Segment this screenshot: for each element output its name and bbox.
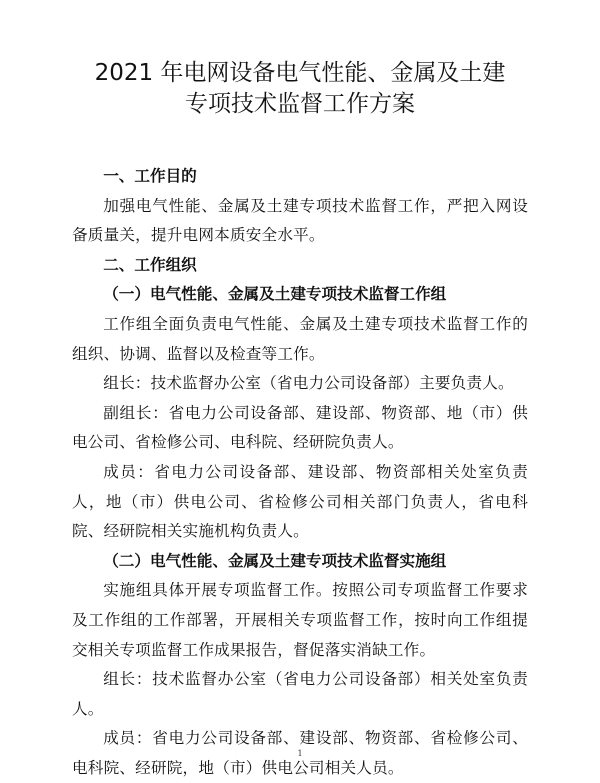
page-number: 1 — [297, 749, 303, 758]
title-line-2: 专项技术监督工作方案 — [185, 91, 415, 117]
paragraph-purpose: 加强电气性能、金属及土建专项技术监督工作，严把入网设备质量关，提升电网本质安全水平。 — [72, 196, 528, 245]
section-heading-purpose: 一、工作目的 — [103, 167, 197, 185]
paragraph-working-group-leader: 组长：技术监督办公室（省电力公司设备部）主要负责人。 — [103, 374, 514, 393]
title-line-1: 2021 年电网设备电气性能、金属及土建 — [94, 60, 506, 86]
paragraph-working-group-duty: 工作组全面负责电气性能、金属及土建专项技术监督工作的组织、协调、监督以及检查等工作。 — [72, 314, 528, 363]
paragraph-implementation-duty: 实施组具体开展专项监督工作。按照公司专项监督工作要求及工作组的工作部署，开展相关专项监督工作，按时向工作组提交相关专项监督工作成果报告，督促落实消缺工作。 — [72, 581, 528, 659]
paragraph-implementation-members: 成员：省电力公司设备部、建设部、物资部、省检修公司、电科院、经研院，地（市）供电公司相关人员。 — [72, 729, 528, 777]
subsection-heading-working-group: （一）电气性能、金属及土建专项技术监督工作组 — [103, 285, 447, 304]
subsection-heading-implementation-group: （二）电气性能、金属及土建专项技术监督实施组 — [103, 551, 447, 570]
paragraph-working-group-deputy: 副组长：省电力公司设备部、建设部、物资部、地（市）供电公司、省检修公司、电科院、经研院负责人。 — [72, 403, 528, 452]
paragraph-implementation-leader: 组长：技术监督办公室（省电力公司设备部）相关处室负责人。 — [72, 670, 528, 718]
document-body — [72, 162, 528, 783]
section-heading-organization: 二、工作组织 — [103, 255, 197, 274]
paragraph-working-group-members: 成员：省电力公司设备部、建设部、物资部相关处室负责人，地（市）供电公司、省检修公司相关部门负责人，省电科院、经研院相关实施机构负责人。 — [72, 462, 528, 541]
document-title — [72, 58, 528, 120]
